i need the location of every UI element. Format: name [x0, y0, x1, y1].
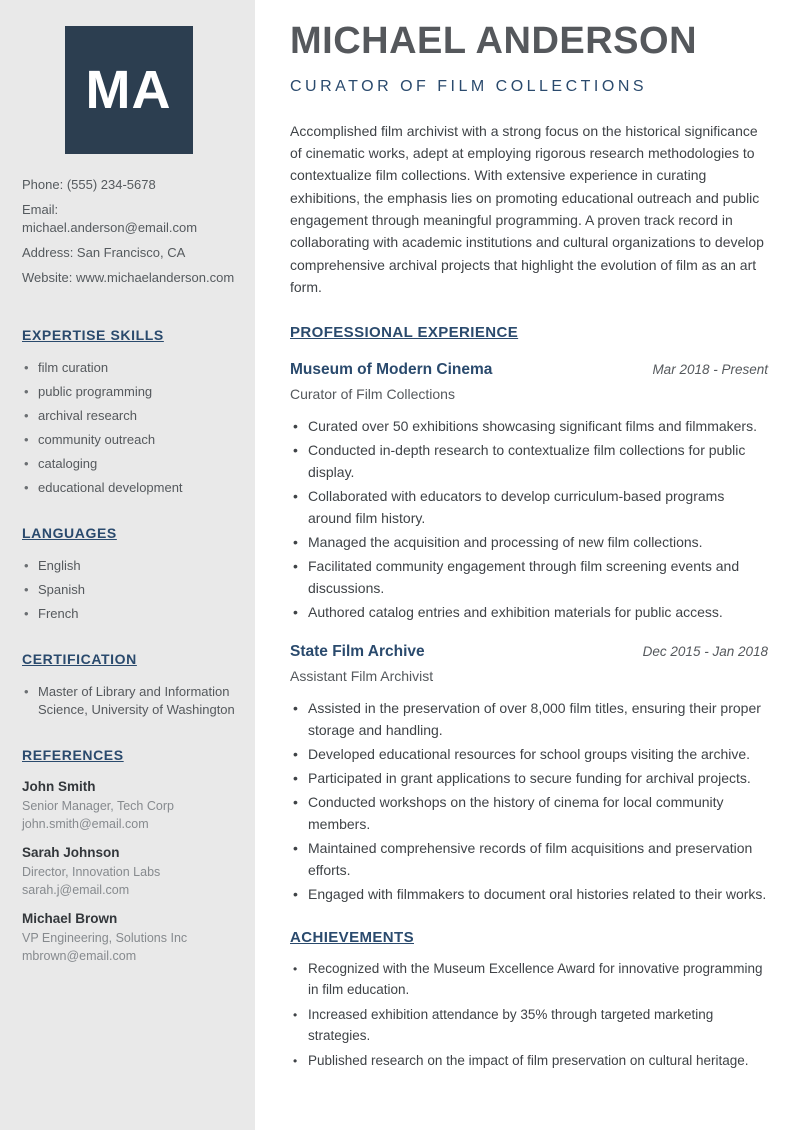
- job-bullet: • Managed the acquisition and processing of new film collections.: [290, 531, 768, 553]
- language-item: • French: [22, 605, 235, 623]
- reference-title: VP Engineering, Solutions Inc: [22, 931, 188, 945]
- languages-list: [22, 557, 235, 623]
- language-item: • English: [22, 557, 235, 575]
- resume-main: [255, 0, 800, 1130]
- contact-address: Address: San Francisco, CA: [22, 245, 186, 260]
- job-bullet-list: [290, 415, 768, 623]
- reference-email: john.smith@email.com: [22, 816, 149, 831]
- job-bullet: • Engaged with filmmakers to document oral histories related to their works.: [290, 883, 768, 905]
- contact-info: [22, 176, 235, 287]
- reference-title: Senior Manager, Tech Corp: [22, 799, 174, 813]
- achievement-item: • Recognized with the Museum Excellence Award for innovative programming in film education.: [290, 958, 768, 1000]
- reference-entries: [22, 779, 235, 965]
- job-bullet: • Participated in grant applications to secure funding for archival projects.: [290, 767, 768, 789]
- certification-heading: CERTIFICATION: [22, 651, 137, 667]
- contact-email: Email: michael.anderson@email.com: [22, 202, 198, 235]
- job-header: [290, 643, 768, 661]
- certification-list: [22, 683, 235, 719]
- resume-sidebar: [0, 0, 255, 1130]
- achievements-heading: ACHIEVEMENTS: [290, 929, 414, 947]
- skill-item: • community outreach: [22, 431, 235, 449]
- achievements-section: [290, 929, 768, 1071]
- job-bullet: • Curated over 50 exhibitions showcasing significant films and filmmakers.: [290, 415, 768, 437]
- job-bullet: • Assisted in the preservation of over 8,000 film titles, ensuring their proper storage and handling.: [290, 697, 768, 741]
- company-name: State Film Archive: [290, 643, 425, 661]
- skill-item: • cataloging: [22, 455, 235, 473]
- reference-entry: [22, 845, 235, 899]
- job-bullet: • Collaborated with educators to develop curriculum-based programs around film history.: [290, 485, 768, 529]
- experience-heading: PROFESSIONAL EXPERIENCE: [290, 324, 519, 342]
- job-bullet: • Developed educational resources for school groups visiting the archive.: [290, 743, 768, 765]
- company-name: Museum of Modern Cinema: [290, 361, 493, 379]
- skills-section: [22, 327, 235, 497]
- job-bullet: • Maintained comprehensive records of film acquisitions and preservation efforts.: [290, 837, 768, 881]
- certification-section: [22, 651, 235, 719]
- reference-email: mbrown@email.com: [22, 948, 137, 963]
- avatar-initials: MA: [85, 60, 172, 120]
- reference-name: Michael Brown: [22, 911, 118, 926]
- achievement-item: • Increased exhibition attendance by 35% through targeted marketing strategies.: [290, 1004, 768, 1046]
- language-item: • Spanish: [22, 581, 235, 599]
- reference-entry: [22, 911, 235, 965]
- reference-name: Sarah Johnson: [22, 845, 120, 860]
- job-dates: Dec 2015 - Jan 2018: [642, 644, 768, 660]
- reference-entry: [22, 779, 235, 833]
- person-name: MICHAEL ANDERSON: [290, 20, 698, 62]
- job-header: [290, 361, 768, 379]
- references-section: [22, 747, 235, 965]
- skill-item: • archival research: [22, 407, 235, 425]
- skills-heading: EXPERTISE SKILLS: [22, 327, 164, 343]
- job-bullet: • Conducted in-depth research to contextualize film collections for public display.: [290, 439, 768, 483]
- summary-paragraph: Accomplished film archivist with a strong focus on the historical significance of cinematic works, adept at employing rigorous research methodologies to contextualize film collections. With extensive experience in curating exhibitions, the emphasis lies on promoting educational outreach and public engagement through meaningful programming. A proven track record in collaborating with academic institutions and cultural organizations to develop comprehensive archival projects that highlight the evolution of film as an art form.: [290, 122, 764, 295]
- avatar: [65, 26, 193, 154]
- job-entry: [290, 361, 768, 623]
- achievement-item: • Published research on the impact of film preservation on cultural heritage.: [290, 1050, 768, 1071]
- job-bullet-list: [290, 697, 768, 905]
- job-role: Curator of Film Collections: [290, 386, 455, 403]
- reference-email: sarah.j@email.com: [22, 882, 130, 897]
- job-role: Assistant Film Archivist: [290, 668, 434, 685]
- reference-title: Director, Innovation Labs: [22, 865, 161, 879]
- certification-item: • Master of Library and Information Science, University of Washington: [22, 683, 235, 719]
- languages-heading: LANGUAGES: [22, 525, 117, 541]
- reference-name: John Smith: [22, 779, 96, 794]
- person-job-title: CURATOR OF FILM COLLECTIONS: [290, 77, 648, 95]
- job-bullet: • Facilitated community engagement through film screening events and discussions.: [290, 555, 768, 599]
- skill-item: • public programming: [22, 383, 235, 401]
- languages-section: [22, 525, 235, 623]
- job-dates: Mar 2018 - Present: [652, 362, 768, 378]
- job-bullet: • Authored catalog entries and exhibition materials for public access.: [290, 601, 768, 623]
- experience-section: [290, 324, 768, 905]
- skill-item: • educational development: [22, 479, 235, 497]
- job-bullet: • Conducted workshops on the history of cinema for local community members.: [290, 791, 768, 835]
- skill-item: • film curation: [22, 359, 235, 377]
- contact-website: Website: www.michaelanderson.com: [22, 270, 235, 285]
- references-heading: REFERENCES: [22, 747, 124, 763]
- achievements-list: [290, 958, 768, 1071]
- job-entry: [290, 643, 768, 905]
- skills-list: [22, 359, 235, 497]
- contact-phone: Phone: (555) 234-5678: [22, 177, 156, 192]
